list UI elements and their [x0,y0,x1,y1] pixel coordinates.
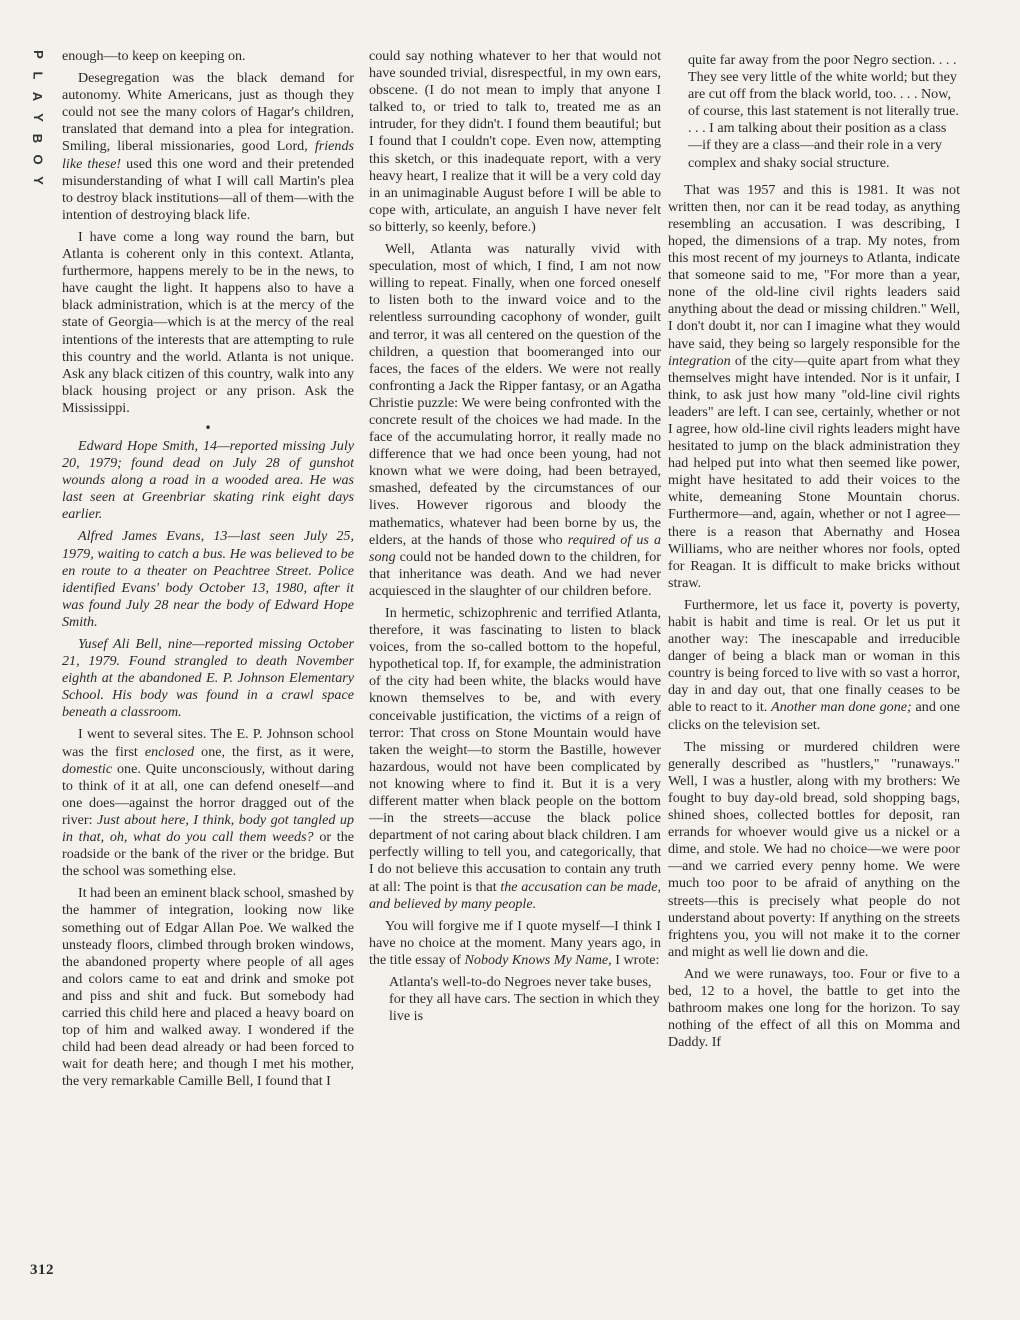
italic-phrase: enclosed [144,743,195,760]
paragraph [668,966,960,1051]
text-run: Desegregation was the black demand for autonomy. White Americans, just as though they could not see the many colors of Hagar's children, translated that demand into a plea for integration. Smiling, liberal missionaries, good Lord, [62,70,354,155]
text-run: I went to several sites. The E. P. Johnson school was the first [62,726,354,760]
paragraph [369,48,661,236]
paragraph [62,48,354,65]
paragraph [62,885,354,1090]
paragraph [369,241,661,600]
section-separator: • [204,420,212,435]
text-column-3 [668,48,960,1298]
text-run: It had been an eminent black school, smashed by the hammer of integration, looking now like something out of Edgar Allan Poe. We walked the unsteady floors, climbed through broken windows, the abandoned property where people of all ages and colors came to eat and drink and smoke pot and piss and shit and fuck. But somebody had carried this child here and placed a heavy board on top of him and walked away. I wondered if the child had been dead already or had been forced to wait for death here; and though I met his mother, the very remarkable Camille Bell, I found that I [62,885,354,1090]
text-run: In hermetic, schizophrenic and terrified Atlanta, therefore, it was fascinating to listen to black voices, from the so-called bottom to the hopeful, hypothetical top. If, for example, the administration of the city had been white, the blacks would have known themselves to be, and with every conceivable justification, the victims of a reign of terror: That cross on Stone Mountain would have taken the weight—to storm the Bastille, however hazardous, would not have been complicated by not knowing where to find it. But it is a very different matter when black people on the bottom—in the streets—accuse the black police department of not caring about black children. I am perfectly willing to tell you, and categorically, that I do not believe this accusation to contain any truth at all: The point is that [369,605,661,895]
paragraph [369,605,661,913]
italic-phrase: Just about here, I think, body got tangled up in that, oh, what do you call them weeds? [62,811,354,846]
running-head-letter: B [30,133,46,144]
italic-phrase: domestic [62,760,113,777]
text-run: Alfred James Evans, 13—last seen July 25, 1979, waiting to catch a bus. He was believed to be en route to a theater on Peachtree Street. Police identified Evans' body October 13, 1980, after it was found July 28 near the body of Edward Hope Smith. [62,528,354,630]
italic-phrase: Another man done gone; [771,699,912,716]
page-number: 312 [30,1262,54,1278]
paragraph [668,739,960,961]
text-run: one. Quite unconsciously, without daring to think of it at all, one can defend oneself—and one does—against the horror dragged out of the river: [62,760,354,828]
text-column-2 [369,48,661,1298]
text-column-1 [62,48,354,1298]
text-run: and one clicks on the television set. [668,699,960,733]
text-run: I wrote: [611,951,660,968]
paragraph [62,229,354,417]
text-run: used this one word and their pretended misunderstanding of what I will call Martin's plea to destroy black institutions—all of them—with the intention of destroying black life. [62,155,354,223]
text-run: And we were runaways, too. Four or five to a bed, 12 to a hovel, the battle to get into the bathroom makes one long for the horizon. To say nothing of the effect of all this on Momma and Daddy. If [668,965,960,1051]
paragraph [668,597,960,734]
paragraph [62,726,354,880]
italic-phrase: friends like these! [62,138,354,172]
text-run: of the city—quite apart from what they themselves might have intended. Nor is it unfair, I think, to ask just how many "old-line civil rights leaders" are left. I can see, certainly, whether or not I agree, how old-line civil rights leaders might have hesitated to jump on the black administration they had helped put into what then seemed like power, might have hesitated to add their voices to the white, demeaning Stone Mountain chorus. Furthermore—and, again, whether or not I agree—there is a reason that Abernathy and Hosea Williams, who are neither whores nor fools, opted for Reagan. It is difficult to make bricks without straw. [668,352,960,591]
text-run: The missing or murdered children were generally described as "hustlers," "runaways." Well, I was a hustler, along with my brothers: We fought to buy day-old bread, sold shopping bags, shined shoes, collected bottles for deposit, ran errands for whoever would give us a nickel or a dime, and stole. We had no choice—we were poor—and we carried every penny home. We were much too poor to be afraid of anything on the streets—this is precisely what people do not understand about poverty: If anything on the streets frightens you, you will not make it to the corner and might as well lie down and die. [668,738,960,960]
italic-phrase: integration [668,352,731,369]
paragraph [62,70,354,224]
paragraph [688,52,960,172]
paragraph [62,528,354,631]
paragraph [62,438,354,523]
text-run: Well, Atlanta was naturally vivid with speculation, most of which, I find, I am not now willing to repeat. Finally, when one forced oneself to listen both to the inward voice and to the relentless surrounding cacophony of wonder, guilt and terror, it was all centered on the question of the children, a question that boomeranged into our faces, the faces of the elders. We were not really confronting a Jack the Ripper fantasy, or an Agatha Christie puzzle: We were being confronted with the concrete result of the choices we had made. In the face of the accumulating horror, it really made no difference that we had once been young, had not known what we were doing, had been betrayed, smashed, defeated by the circumstances of our lives. However rigorous and bloody the mathematics, whatever had been borne by us, the elders, at the hands of those who [369,241,661,548]
text-run: Atlanta's well-to-do Negroes never take buses, for they all have cars. The section in which they live is [389,973,660,1025]
text-run: could say nothing whatever to her that would not have sounded trivial, disrespectful, in my own ears, obscene. (I do not mean to imply that anyone I talked to, or tried to talk to, treated me as an intruder, for they didn't. I found them beautiful; but I found that I couldn't cope. Even now, attempting this sketch, or this inadequate report, with a very heavy heart, I realize that it will be a very cold day in an unimaginable August before I will be able to cope with, articulate, an anguish I have never felt so bitterly, so keenly, before.) [369,48,661,235]
italic-phrase: Nobody Knows My Name, [464,951,612,968]
running-head-letter: O [30,154,46,165]
running-head-letter: L [30,71,46,80]
paragraph [62,636,354,721]
text-run: one, the first, as it were, [194,743,354,760]
text-run: I have come a long way round the barn, but Atlanta is coherent only in this context. Atlanta, furthermore, happens merely to be in the news, to have caught the light. It happens also to have a black administration, which is at the mercy of the state of Georgia—which is at the mercy of the real intentions of the interests that are attempting to rule this country and the world. Atlanta is not unique. Ask any black citizen of this country, walk into any black housing project or any prison. Ask the Mississippi. [62,228,354,416]
text-run: Furthermore, let us face it, poverty is poverty, habit is habit and time is real. Or let us put it another way: The inescapable and irreducible danger of being a black man or woman in this country is being forced to live with so vast a horror, day in and day out, that one finally ceases to be able to react to it. [668,596,960,716]
text-run: or the roadside or the bank of the river or the bridge. But the school was something else. [62,829,354,880]
paragraph [389,974,661,1025]
running-head-letter: P [30,50,46,59]
paragraph [369,918,661,969]
text-run: Edward Hope Smith, 14—reported missing July 20, 1979; found dead on July 28 of gunshot wounds along a road in a wooded area. He was last seen at Greenbriar skating rink eight days earlier. [62,437,354,523]
text-run: could not be handed down to the children, for that inheritance was death. And we had never acquiesced in the slaughter of our children before. [369,548,661,599]
paragraph [668,182,960,592]
running-head-letter: Y [30,113,46,122]
text-run: That was 1957 and this is 1981. It was not written then, nor can it be read today, as anything resembling an accusation. I was describing, I hoped, the dimensions of a trap. My notes, from this most recent of my journeys to Atlanta, indicate that someone said to me, "For more than a year, none of the old-line civil rights leaders said anything about the dead or missing children." Well, I don't doubt it, nor can I imagine what they would have said, they being so largely responsible for the [668,181,960,352]
text-run: Yusef Ali Bell, nine—reported missing October 21, 1979. Found strangled to death November eighth at the abandoned E. P. Johnson Elementary School. His body was found in a crawl space beneath a classroom. [62,636,354,721]
text-run: You will forgive me if I quote myself—I think I have no choice at the moment. Many years ago, in the title essay of [369,917,661,968]
italic-phrase: required of us a song [369,531,661,565]
running-head-playboy [28,44,48,191]
running-head-letter: A [30,91,46,102]
running-head-letter: Y [30,176,46,185]
italic-phrase: the accusation can be made, and believed by many people. [369,878,661,912]
text-run: enough—to keep on keeping on. [62,48,246,64]
text-run: quite far away from the poor Negro section. . . . They see very little of the white world; but they are cut off from the black world, too. . . . Now, of course, this last statement is not literally true. . . . I am talking about their position as a class—if they are a class—and their role in a very complex and shaky social structure. [688,52,959,171]
